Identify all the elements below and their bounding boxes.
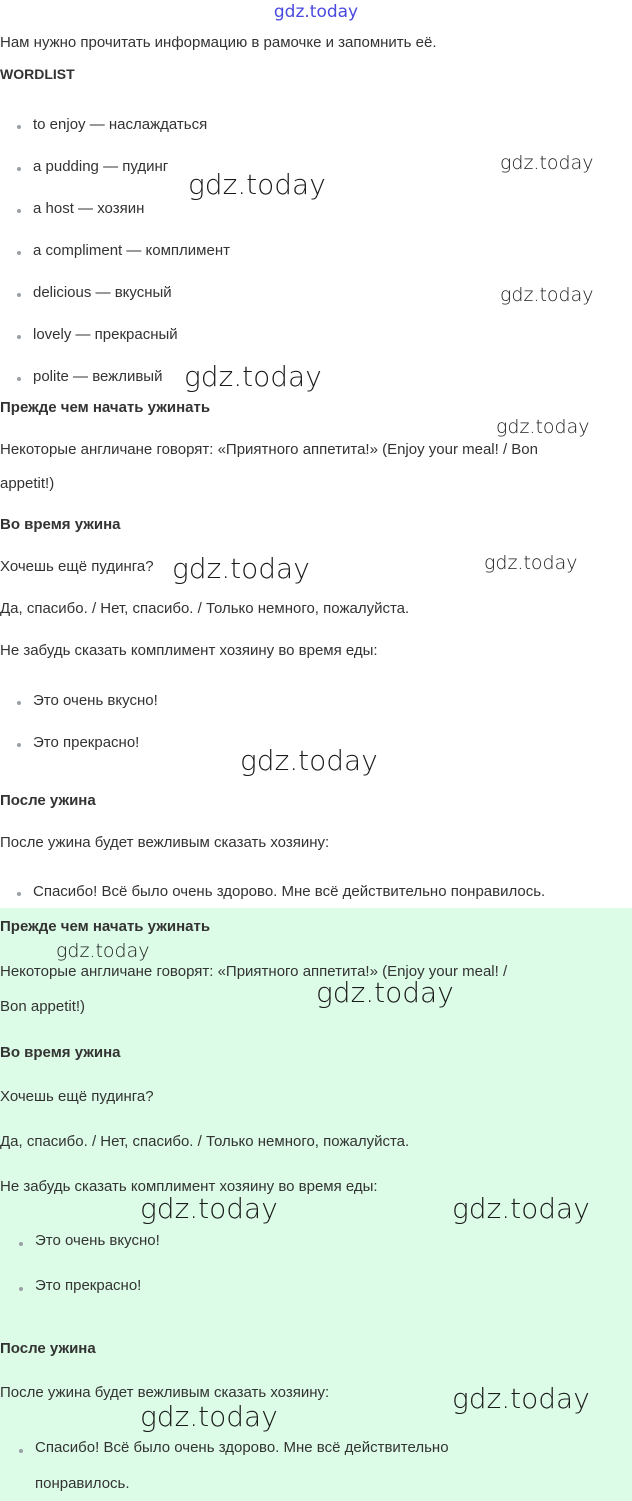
list-item: a compliment — комплимент [33, 242, 230, 259]
bullet-icon [17, 377, 21, 381]
paragraph: После ужина будет вежливым сказать хозяину: [0, 834, 330, 851]
bullet-icon [17, 701, 21, 705]
bullet-icon [17, 892, 21, 896]
bullet-icon [17, 167, 21, 171]
bullet-icon [17, 125, 21, 129]
paragraph: Bon appetit!) [0, 998, 86, 1015]
paragraph: Да, спасибо. / Нет, спасибо. / Только немного, пожалуйста. [0, 1133, 410, 1150]
watermark: gdz.today [140, 1400, 278, 1433]
paragraph: appetit!) [0, 475, 55, 492]
list-item: lovely — прекрасный [33, 326, 178, 343]
list-item: Это прекрасно! [35, 1277, 142, 1294]
section-heading: После ужина [0, 792, 96, 809]
watermark: gdz.today [172, 552, 310, 585]
list-item: to enjoy — наслаждаться [33, 116, 208, 133]
watermark: gdz.today [184, 360, 322, 393]
section-heading: Прежде чем начать ужинать [0, 399, 211, 416]
paragraph: Некоторые англичане говорят: «Приятного аппетита!» (Enjoy your meal! / [0, 963, 508, 980]
list-item: Спасибо! Всё было очень здорово. Мне всё действительно понравилось. [33, 883, 546, 900]
wordlist-title: WORDLIST [0, 66, 75, 82]
watermark: gdz.today [316, 976, 454, 1009]
list-item: delicious — вкусный [33, 284, 172, 301]
paragraph: Хочешь ещё пудинга? [0, 558, 154, 575]
list-item: Это очень вкусно! [35, 1232, 160, 1249]
watermark: gdz.today [240, 744, 378, 777]
section-heading: Прежде чем начать ужинать [0, 918, 211, 935]
bullet-icon [17, 251, 21, 255]
paragraph: Некоторые англичане говорят: «Приятного аппетита!» (Enjoy your meal! / Bon [0, 441, 538, 458]
list-item: Это прекрасно! [33, 734, 140, 751]
bullet-icon [17, 293, 21, 297]
watermark: gdz.today [188, 168, 326, 201]
section-heading: Во время ужина [0, 516, 121, 533]
site-header-link[interactable]: gdz.today [273, 2, 359, 22]
paragraph: Хочешь ещё пудинга? [0, 1088, 154, 1105]
watermark: gdz.today [500, 284, 594, 306]
list-item: polite — вежливый [33, 368, 163, 385]
watermark: gdz.today [452, 1382, 590, 1415]
intro-text: Нам нужно прочитать информацию в рамочке и запомнить её. [0, 34, 437, 51]
bullet-icon [19, 1449, 23, 1453]
bullet-icon [17, 209, 21, 213]
list-item: Спасибо! Всё было очень здорово. Мне всё действительно [35, 1439, 449, 1456]
paragraph: Да, спасибо. / Нет, спасибо. / Только немного, пожалуйста. [0, 600, 410, 617]
watermark: gdz.today [452, 1192, 590, 1225]
section-heading: Во время ужина [0, 1044, 121, 1061]
list-item: a host — хозяин [33, 200, 145, 217]
bullet-icon [17, 335, 21, 339]
watermark: gdz.today [140, 1192, 278, 1225]
paragraph: После ужина будет вежливым сказать хозяину: [0, 1384, 330, 1401]
watermark: gdz.today [484, 552, 578, 574]
paragraph: Не забудь сказать комплимент хозяину во время еды: [0, 642, 378, 659]
paragraph: Не забудь сказать комплимент хозяину во время еды: [0, 1178, 378, 1195]
bullet-icon [19, 1287, 23, 1291]
bullet-icon [17, 743, 21, 747]
watermark: gdz.today [500, 152, 594, 174]
list-item: a pudding — пудинг [33, 158, 169, 175]
section-heading: После ужина [0, 1340, 96, 1357]
list-item: Это очень вкусно! [33, 692, 158, 709]
watermark: gdz.today [496, 416, 590, 438]
bullet-icon [19, 1242, 23, 1246]
watermark: gdz.today [56, 940, 150, 962]
list-item-continuation: понравилось. [35, 1475, 130, 1492]
